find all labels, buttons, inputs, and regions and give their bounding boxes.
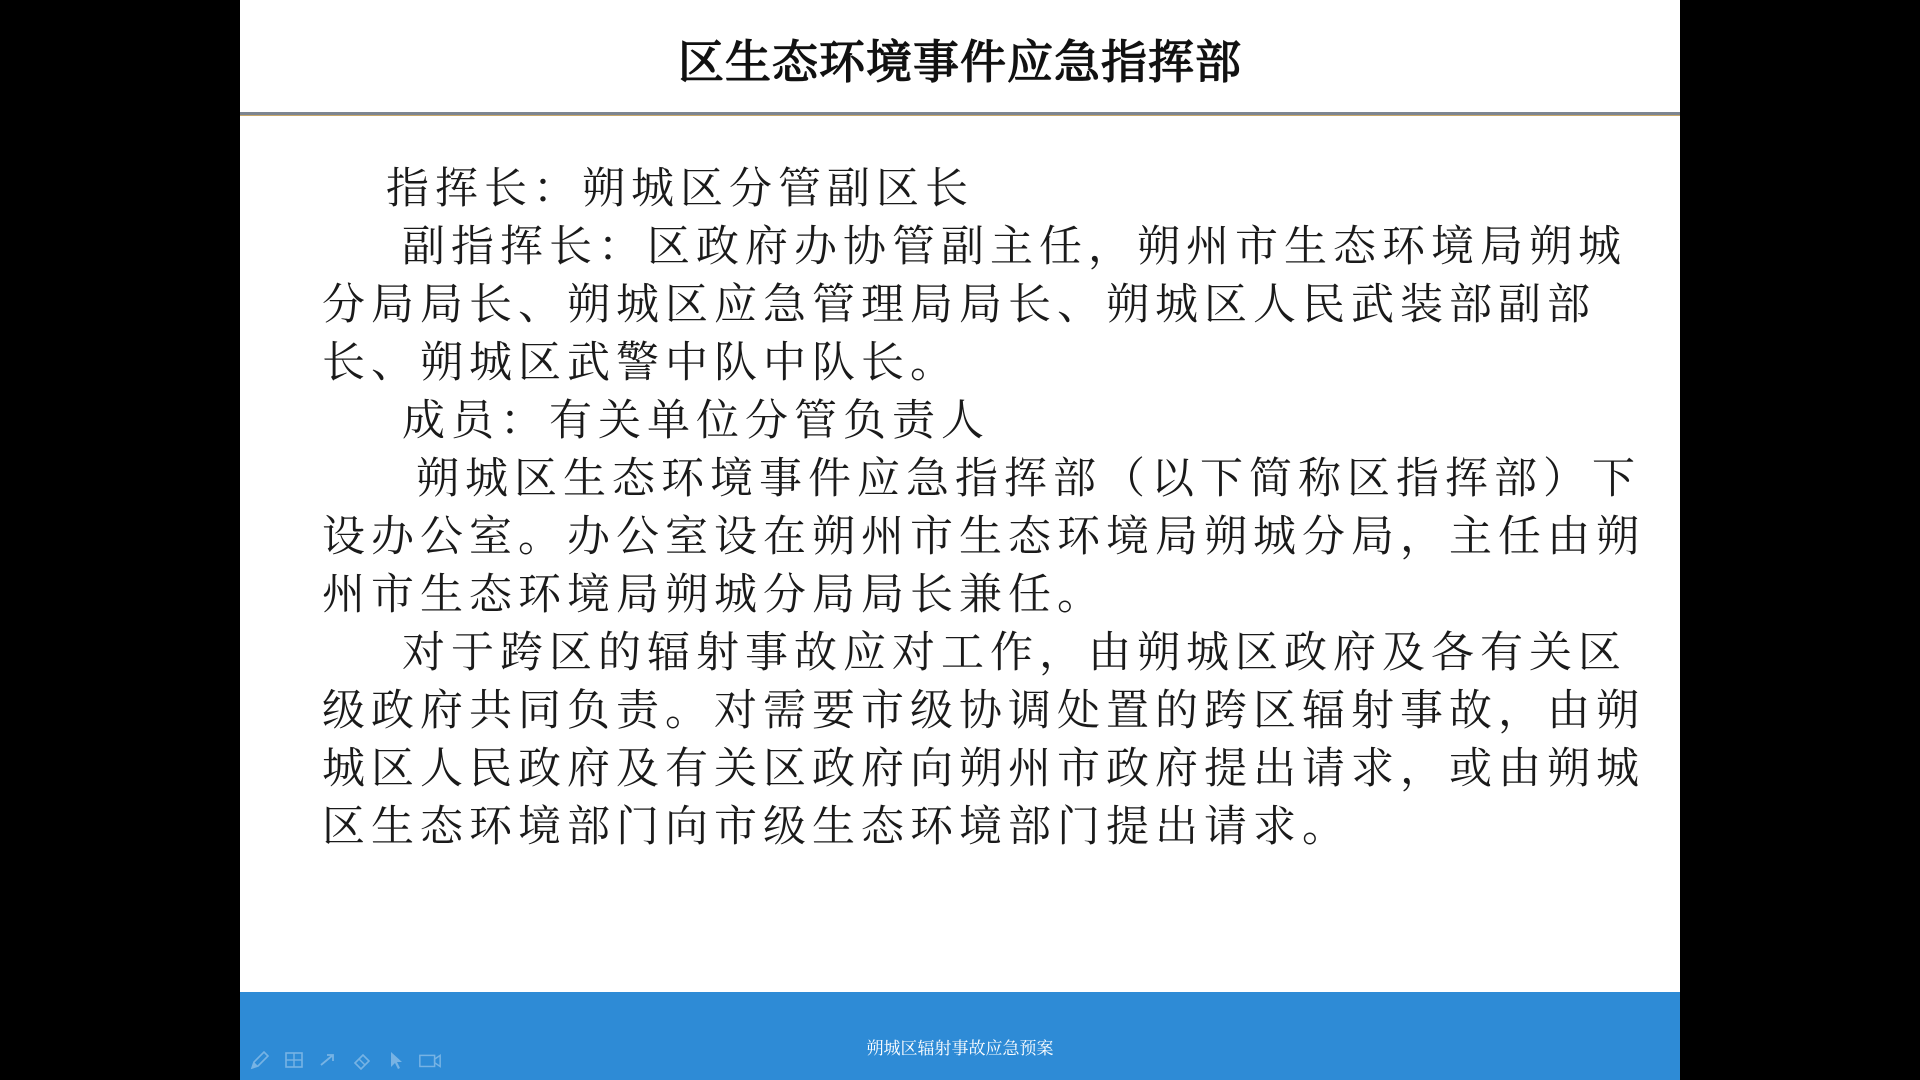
paragraph-office: 朔城区生态环境事件应急指挥部（以下简称区指挥部）下设办公室。办公室设在朔州市生态环境局朔城分局，主任由朔州市生态环境局朔城分局局长兼任。: [322, 454, 1645, 620]
pen-icon[interactable]: [248, 1048, 272, 1072]
grid-icon[interactable]: [282, 1048, 306, 1072]
presenter-toolbar: [248, 1046, 442, 1074]
paragraph-deputy-commander: 副指挥长：区政府办协管副主任，朔州市生态环境局朔城分局局长、朔城区应急管理局局长、朔城区人民武装部副部长、朔城区武警中队中队长。: [322, 222, 1627, 388]
slide-title: 区生态环境事件应急指挥部: [678, 35, 1242, 89]
paragraph-commander: 指挥长：朔城区分管副区长: [386, 164, 974, 214]
paragraph-cross-district: 对于跨区的辐射事故应对工作，由朔城区政府及各有关区级政府共同负责。对需要市级协调处置的跨区辐射事故，由朔城区人民政府及有关区政府向朔州市政府提出请求，或由朔城区生态环境部门向市级生态环境部门提出请求。: [322, 628, 1645, 852]
arrow-icon[interactable]: [316, 1048, 340, 1072]
title-divider-accent: [240, 115, 1680, 116]
footer-band: [240, 992, 1680, 1080]
paragraph-members: 成员：有关单位分管负责人: [402, 396, 990, 446]
footer-text: 朔城区辐射事故应急预案: [866, 1039, 1054, 1059]
camera-icon[interactable]: [418, 1048, 442, 1072]
slide-body: [322, 160, 1652, 856]
slide[interactable]: [240, 0, 1680, 1080]
pointer-icon[interactable]: [384, 1048, 408, 1072]
eraser-icon[interactable]: [350, 1048, 374, 1072]
